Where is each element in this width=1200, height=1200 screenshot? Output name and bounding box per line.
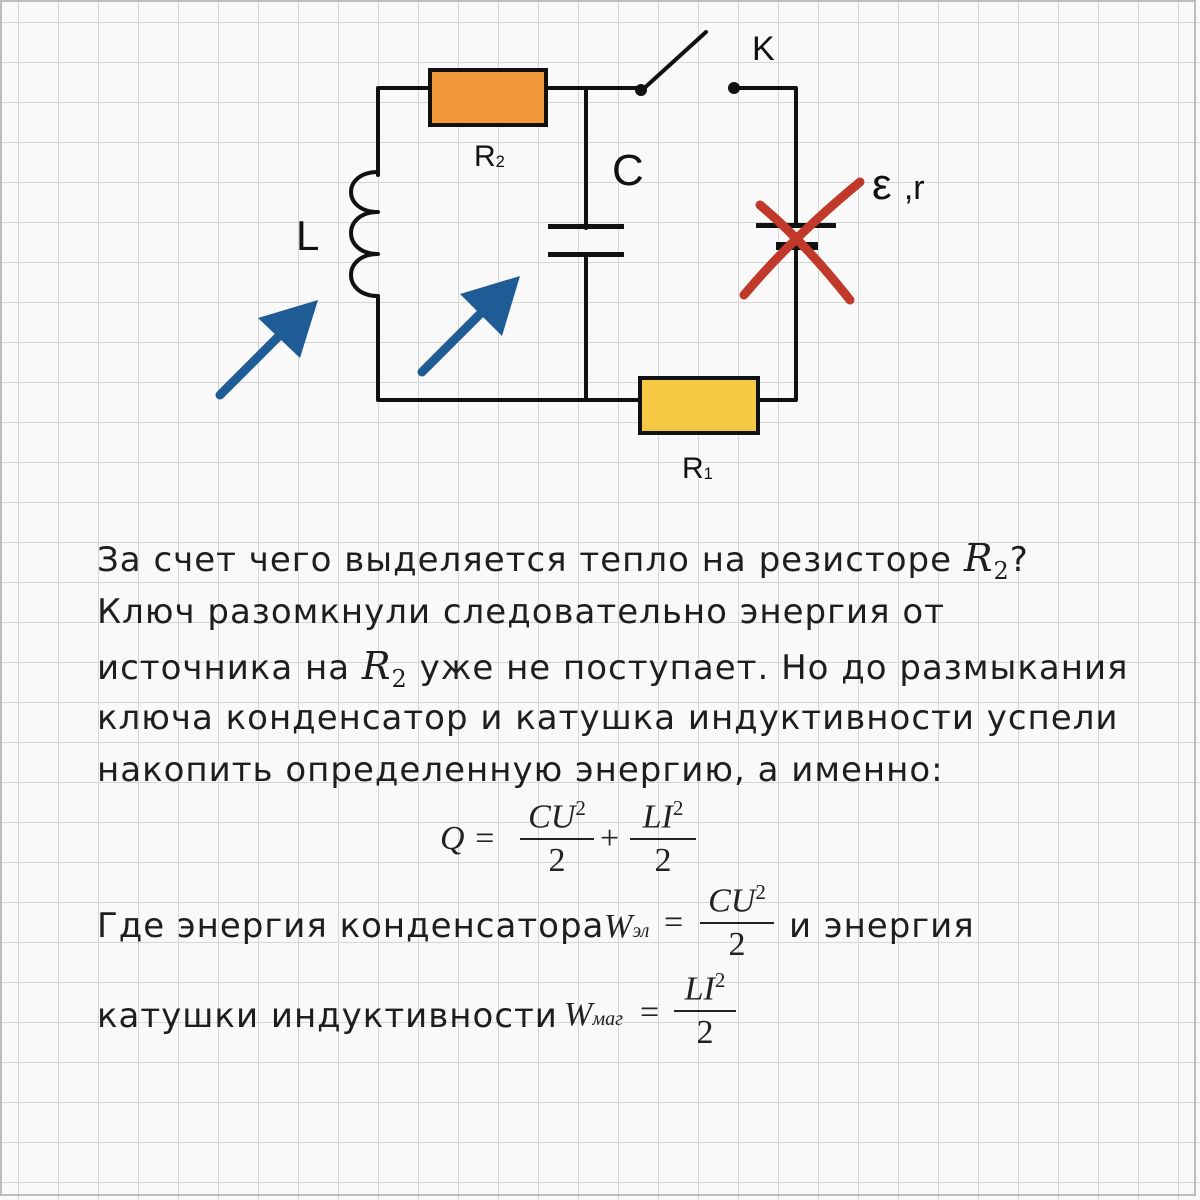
switch-lever: [640, 32, 706, 92]
text-line-4: ключа конденсатор и катушка индуктивности успели: [97, 698, 1119, 738]
cross-stroke-2: [744, 182, 860, 295]
arrow-left: [220, 300, 318, 395]
r2-variable-2: $R_2$: [361, 644, 408, 693]
inductor-coil: [351, 172, 378, 296]
formula-w-mag-frac: $LI^2$ 2: [674, 968, 736, 1052]
wire-bottom: [378, 298, 640, 400]
resistor-r1: [640, 378, 758, 433]
arrow-middle: [422, 276, 520, 372]
label-c: C: [612, 146, 644, 195]
formula-w-el-frac: $CU^2$ 2: [700, 880, 774, 964]
text-line-3: источника на $R_2$ уже не поступает. Но до размыкания: [97, 644, 1129, 693]
capacitor-plate-bottom: [548, 252, 624, 257]
text-line-7-prefix: катушки индуктивности: [97, 996, 558, 1036]
formula-w-el-eq: =: [664, 904, 684, 941]
formula-q-term2: $LI^2$ 2: [630, 796, 696, 880]
capacitor-plate-top: [548, 224, 624, 229]
cross-stroke-1: [760, 205, 850, 300]
text-line-2: Ключ разомкнули следовательно энергия от: [97, 592, 945, 632]
switch-contact-right: [728, 82, 740, 94]
label-r1: R1: [682, 452, 713, 485]
battery-plate-long: [756, 223, 836, 228]
formula-w-mag-symbol: Wмаг: [564, 996, 623, 1033]
label-k: K: [752, 30, 775, 68]
formula-w-el-symbol: Wэл: [604, 908, 650, 945]
text-line-6-prefix: Где энергия конденсатора: [97, 906, 605, 946]
question-line: За счет чего выделяется тепло на резисторе $R_2$?: [97, 536, 1029, 585]
formula-w-mag-eq: =: [640, 994, 660, 1031]
formula-q-plus: +: [600, 820, 620, 857]
circuit-diagram: [0, 0, 1200, 520]
switch-contact-left: [635, 84, 647, 96]
formula-q-term1: $CU^2$ 2: [520, 796, 594, 880]
text-line-5: накопить определенную энергию, а именно:: [97, 750, 944, 790]
label-l: L: [296, 212, 320, 259]
wire-top-left: [378, 88, 430, 175]
resistor-r2: [430, 70, 546, 125]
text-line-6-suffix: и энергия: [789, 906, 975, 946]
r2-variable: $R_2$: [963, 536, 1010, 585]
label-emf: ε ,r: [872, 160, 925, 209]
formula-q-left: Q =: [440, 820, 496, 857]
label-r2: R2: [474, 140, 505, 173]
